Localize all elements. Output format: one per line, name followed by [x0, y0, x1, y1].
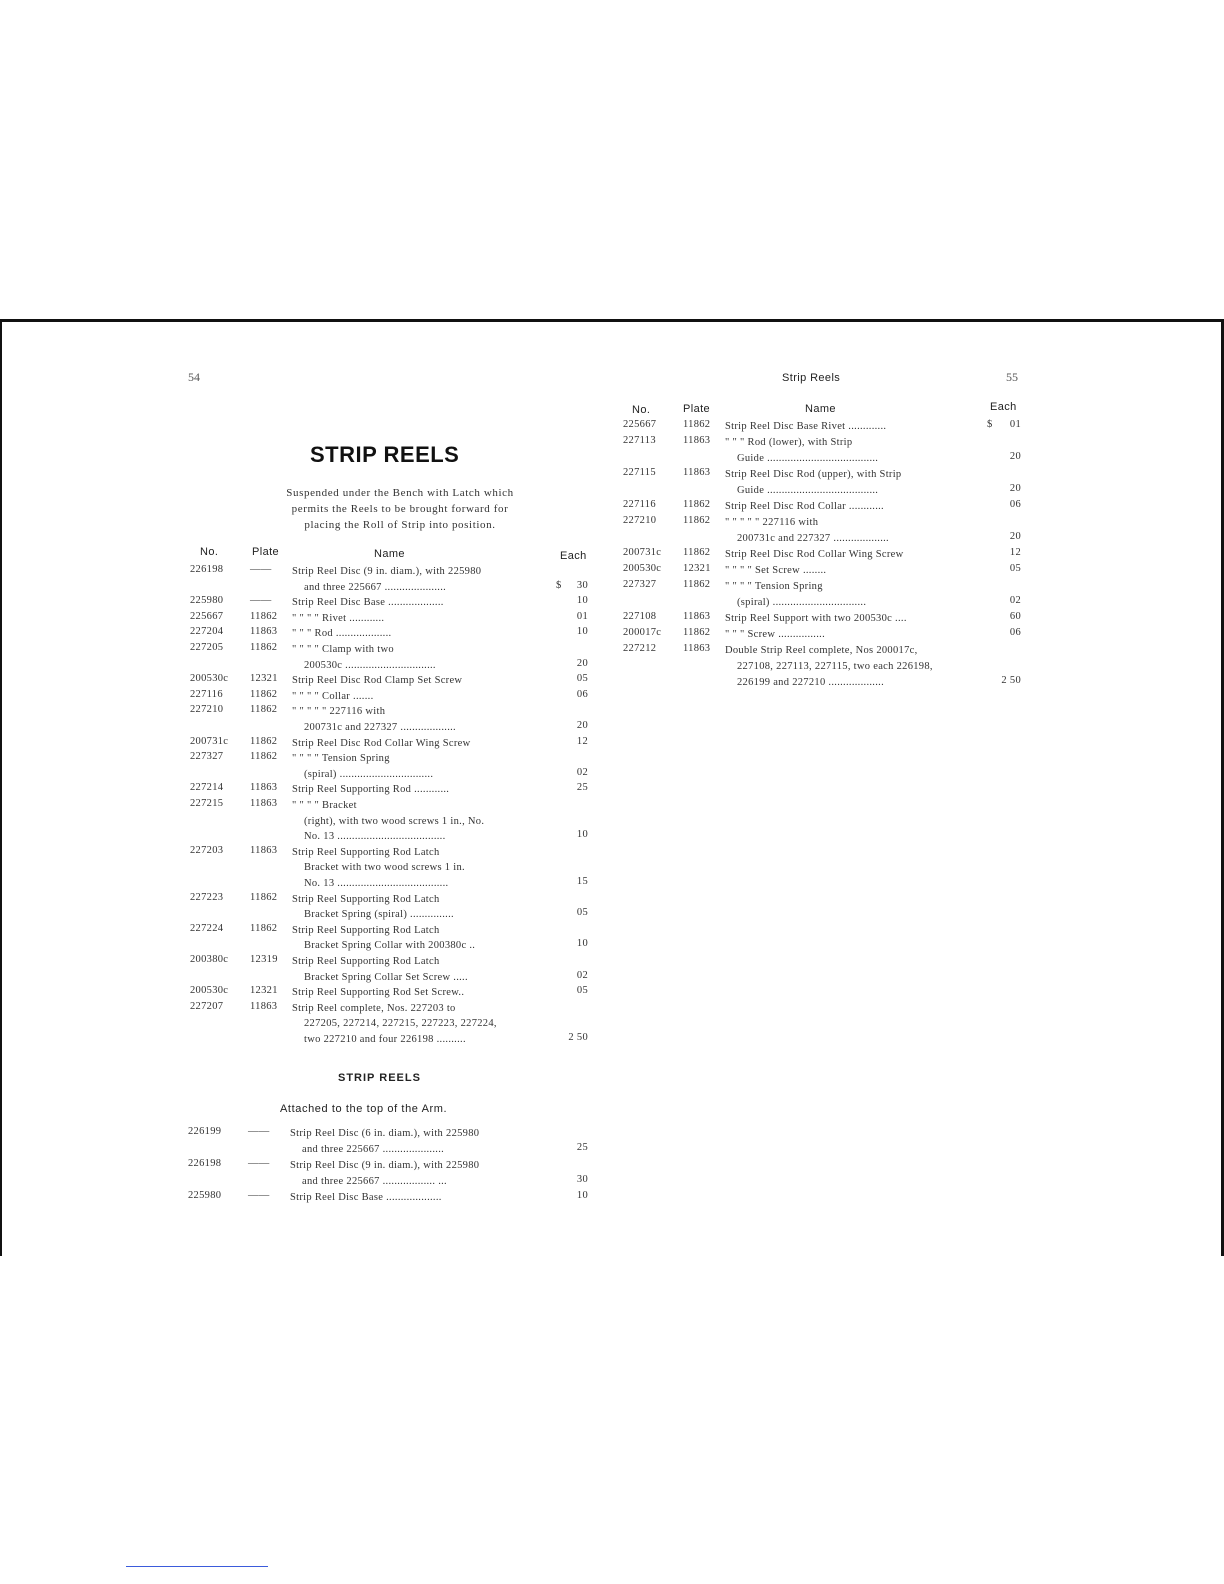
- unit-price: 2 50: [1001, 675, 1021, 686]
- unit-price: 30: [576, 579, 588, 591]
- part-number: 225667: [623, 419, 657, 430]
- description-line: " " " " Clamp with two: [292, 644, 394, 655]
- plate-number: 11863: [250, 626, 278, 638]
- page-left-border: [0, 319, 2, 1256]
- description-line: Strip Reel Supporting Rod Set Screw..: [292, 987, 465, 999]
- plate-number: 11862: [683, 515, 711, 526]
- plate-number: 11863: [683, 435, 711, 446]
- table-row: [623, 547, 1023, 563]
- description-line: 200530c ...............................: [304, 659, 436, 671]
- description-line: Strip Reel Disc Base ...................: [290, 1192, 442, 1203]
- description-line: Bracket Spring (spiral) ...............: [304, 909, 454, 921]
- table-row: [623, 467, 1023, 499]
- col-header-name: Name: [805, 403, 836, 415]
- unit-price: 60: [1009, 611, 1021, 622]
- plate-number: 11862: [250, 688, 278, 700]
- description-line: Strip Reel Disc Base Rivet .............: [725, 421, 887, 432]
- part-number: 227205: [190, 642, 224, 653]
- unit-price: 10: [576, 829, 588, 841]
- part-description: [292, 798, 548, 845]
- table-row: [190, 626, 590, 642]
- description-line: (spiral) ................................: [737, 597, 867, 608]
- description-line: Strip Reel complete, Nos. 227203 to: [292, 1002, 456, 1014]
- part-number: 200380c: [190, 954, 229, 965]
- table-row: [190, 1001, 590, 1048]
- part-number: 225980: [190, 595, 224, 607]
- part-description: [292, 673, 548, 689]
- plate-number: 11862: [250, 922, 278, 934]
- table-row: [188, 1126, 590, 1158]
- table-row: [190, 564, 590, 595]
- plate-number: 11863: [683, 611, 711, 622]
- plate-number: ——: [250, 564, 272, 575]
- part-description: [725, 627, 983, 643]
- description-line: " " " " Set Screw ........: [725, 565, 827, 576]
- part-description: [292, 642, 548, 673]
- table-row: [190, 736, 590, 752]
- part-number: 227214: [190, 782, 224, 794]
- part-description: [290, 1190, 546, 1206]
- part-description: [725, 643, 983, 691]
- description-line: Strip Reel Supporting Rod Latch: [292, 924, 440, 936]
- parts-table-arm: [188, 1126, 590, 1216]
- left-page-number: 54: [188, 370, 200, 384]
- part-number: 227116: [190, 688, 223, 700]
- description-line: Strip Reel Disc Rod Collar Wing Screw: [725, 549, 904, 560]
- part-description: [725, 547, 983, 563]
- part-number: 226198: [190, 564, 224, 575]
- description-line: " " " " Collar .......: [292, 690, 374, 702]
- plate-number: 12321: [250, 673, 278, 685]
- part-description: [292, 704, 548, 735]
- description-line: Strip Reel Disc Rod Collar ............: [725, 501, 884, 512]
- plate-number: ——: [248, 1158, 270, 1169]
- table-row: [623, 563, 1023, 579]
- intro-line: permits the Reels to be brought forward for: [291, 503, 509, 515]
- part-number: 227204: [190, 626, 224, 638]
- unit-price: 15: [576, 875, 588, 887]
- plate-number: 11862: [683, 579, 711, 590]
- part-number: 227210: [623, 515, 657, 526]
- unit-price: 05: [576, 907, 588, 919]
- plate-number: 11863: [683, 467, 711, 478]
- table-row: [623, 579, 1023, 611]
- description-line: " " " " Rivet ............: [292, 612, 385, 624]
- unit-price: 05: [576, 985, 588, 997]
- description-line: " " " Screw ................: [725, 629, 825, 640]
- plate-number: 11862: [250, 642, 278, 653]
- description-line: " " " Rod (lower), with Strip: [725, 437, 853, 448]
- intro-paragraph: [240, 485, 560, 533]
- description-line: " " " " Tension Spring: [292, 753, 390, 765]
- unit-price: 01: [576, 610, 588, 622]
- table-row: [190, 751, 590, 782]
- part-description: [292, 736, 548, 752]
- part-number: 227116: [623, 499, 656, 510]
- part-number: 227215: [190, 798, 224, 809]
- description-line: Strip Reel Disc Rod (upper), with Strip: [725, 469, 902, 480]
- part-description: [292, 611, 548, 627]
- part-number: 227207: [190, 1000, 224, 1012]
- part-number: 200530c: [190, 673, 229, 685]
- part-number: 226199: [188, 1126, 222, 1137]
- part-description: [292, 892, 548, 923]
- part-description: [725, 467, 983, 499]
- table-row: [190, 798, 590, 845]
- part-description: [292, 845, 548, 892]
- table-row: [623, 419, 1023, 435]
- table-row: [190, 689, 590, 705]
- description-line: Strip Reel Support with two 200530c ....: [725, 613, 907, 624]
- unit-price: 10: [576, 1190, 588, 1201]
- part-description: [292, 564, 548, 595]
- part-number: 226198: [188, 1158, 222, 1169]
- part-description: [725, 499, 983, 515]
- part-description: [292, 985, 548, 1001]
- unit-price: 06: [576, 688, 588, 700]
- page-top-border: [0, 319, 1224, 322]
- unit-price: 12: [1009, 547, 1021, 558]
- part-number: 227203: [190, 844, 224, 856]
- unit-price: 02: [576, 766, 588, 778]
- part-number: 227327: [190, 751, 224, 763]
- unit-price: 20: [1009, 451, 1021, 462]
- part-description: [725, 419, 983, 435]
- unit-price: 25: [576, 782, 588, 794]
- part-description: [290, 1158, 546, 1190]
- col-header-each: Each: [560, 550, 587, 562]
- col-header-plate: Plate: [252, 546, 280, 558]
- description-line: No. 13 .....................................: [304, 831, 446, 843]
- plate-number: 11862: [683, 419, 711, 430]
- part-number: 227224: [190, 922, 224, 934]
- part-number: 227212: [623, 643, 657, 654]
- page-title: STRIP REELS: [310, 442, 460, 467]
- description-line: " " " " " 227116 with: [725, 517, 819, 528]
- part-description: [292, 689, 548, 705]
- section-subtitle: Attached to the top of the Arm.: [280, 1103, 448, 1115]
- part-description: [725, 611, 983, 627]
- description-line: 227108, 227113, 227115, two each 226198,: [737, 661, 933, 672]
- unit-price: 06: [1009, 627, 1021, 638]
- plate-number: ——: [248, 1190, 270, 1201]
- unit-price: 2 50: [568, 1031, 588, 1043]
- table-row: [190, 611, 590, 627]
- unit-price: 05: [1009, 563, 1021, 574]
- plate-number: 11863: [250, 782, 278, 794]
- unit-price: 06: [1009, 499, 1021, 510]
- table-row: [190, 642, 590, 673]
- plate-number: 12321: [683, 563, 711, 574]
- plate-number: 11863: [683, 643, 711, 654]
- plate-number: 11863: [250, 1000, 278, 1012]
- description-line: (spiral) ................................: [304, 768, 434, 780]
- dollar-sign: $: [556, 579, 562, 591]
- description-line: 226199 and 227210 ...................: [737, 677, 885, 688]
- unit-price: 02: [576, 969, 588, 981]
- description-line: Strip Reel Supporting Rod Latch: [292, 956, 440, 967]
- part-number: 200017c: [623, 627, 662, 638]
- description-line: " " " " Bracket: [292, 800, 357, 811]
- description-line: " " " " Tension Spring: [725, 581, 823, 592]
- table-row: [190, 892, 590, 923]
- description-line: Bracket Spring Collar Set Screw .....: [304, 971, 468, 983]
- table-row: [623, 499, 1023, 515]
- description-line: Strip Reel Disc Rod Collar Wing Screw: [292, 737, 471, 749]
- col-header-no: No.: [200, 546, 219, 558]
- part-description: [290, 1126, 546, 1158]
- section-title: STRIP REELS: [338, 1072, 421, 1084]
- col-header-name: Name: [374, 548, 405, 560]
- part-number: 227113: [623, 435, 656, 446]
- plate-number: 12319: [250, 954, 278, 965]
- part-description: [725, 435, 983, 467]
- unit-price: 10: [576, 626, 588, 638]
- unit-price: 25: [576, 1142, 588, 1153]
- unit-price: 30: [576, 1174, 588, 1185]
- part-number: 225980: [188, 1190, 222, 1201]
- table-row: [190, 985, 590, 1001]
- description-line: 200731c and 227327 ...................: [737, 533, 889, 544]
- plate-number: 11862: [250, 891, 278, 903]
- description-line: and three 225667 .................. ...: [302, 1176, 447, 1187]
- table-row: [190, 923, 590, 954]
- description-line: Guide ......................................: [737, 453, 879, 464]
- part-description: [292, 1001, 548, 1048]
- description-line: No. 13 ......................................: [304, 877, 449, 889]
- plate-number: ——: [248, 1126, 270, 1137]
- plate-number: 11862: [250, 735, 278, 747]
- table-row: [190, 845, 590, 892]
- description-line: Double Strip Reel complete, Nos 200017c,: [725, 645, 918, 656]
- part-number: 227223: [190, 891, 224, 903]
- plate-number: 11863: [250, 798, 278, 809]
- table-row: [190, 704, 590, 735]
- table-row: [623, 515, 1023, 547]
- plate-number: 11862: [683, 499, 711, 510]
- unit-price: 01: [1009, 419, 1021, 430]
- part-number: 227108: [623, 611, 657, 622]
- table-row: [190, 673, 590, 689]
- description-line: " " " " " 227116 with: [292, 706, 386, 718]
- parts-table-bench: [190, 564, 590, 1064]
- part-number: 227210: [190, 704, 224, 716]
- plate-number: 11862: [250, 610, 278, 622]
- parts-table-right: [623, 419, 1023, 699]
- plate-number: 11862: [250, 704, 278, 716]
- unit-price: 20: [1009, 531, 1021, 542]
- part-number: 200530c: [190, 985, 229, 997]
- unit-price: 10: [576, 938, 588, 950]
- table-row: [623, 643, 1023, 691]
- description-line: Bracket with two wood screws 1 in.: [304, 862, 465, 874]
- part-description: [292, 954, 548, 985]
- unit-price: 20: [576, 719, 588, 731]
- description-line: Strip Reel Disc Rod Clamp Set Screw: [292, 675, 463, 687]
- part-description: [725, 563, 983, 579]
- plate-number: ——: [250, 595, 272, 607]
- part-number: 200731c: [623, 547, 662, 558]
- part-description: [292, 923, 548, 954]
- part-number: 200530c: [623, 563, 662, 574]
- part-description: [725, 515, 983, 547]
- footer-link-underline: [126, 1566, 268, 1567]
- description-line: Strip Reel Disc Base ...................: [292, 597, 444, 609]
- description-line: Bracket Spring Collar with 200380c ..: [304, 940, 476, 952]
- table-row: [190, 595, 590, 611]
- description-line: 227205, 227214, 227215, 227223, 227224,: [304, 1018, 497, 1030]
- unit-price: 05: [576, 673, 588, 685]
- col-header-no: No.: [632, 404, 651, 416]
- description-line: " " " Rod ...................: [292, 628, 392, 640]
- description-line: Strip Reel Disc (6 in. diam.), with 225980: [290, 1128, 480, 1139]
- right-page-number: 55: [1006, 370, 1018, 384]
- part-description: [292, 595, 548, 611]
- intro-line: placing the Roll of Strip into position.: [304, 519, 496, 531]
- running-head: Strip Reels: [782, 372, 841, 384]
- part-number: 227327: [623, 579, 657, 590]
- part-number: 225667: [190, 610, 224, 622]
- unit-price: 02: [1009, 595, 1021, 606]
- description-line: 200731c and 227327 ...................: [304, 721, 456, 733]
- description-line: Strip Reel Disc (9 in. diam.), with 225980: [290, 1160, 480, 1171]
- table-row: [190, 954, 590, 985]
- intro-line: Suspended under the Bench with Latch which: [286, 487, 514, 499]
- plate-number: 11863: [250, 844, 278, 856]
- part-description: [292, 782, 548, 798]
- unit-price: 20: [1009, 483, 1021, 494]
- plate-number: 12321: [250, 985, 278, 997]
- description-line: and three 225667 .....................: [304, 581, 447, 593]
- part-description: [292, 626, 548, 642]
- part-number: 200731c: [190, 735, 229, 747]
- unit-price: 10: [576, 595, 588, 607]
- part-description: [292, 751, 548, 782]
- unit-price: 12: [576, 735, 588, 747]
- table-row: [623, 627, 1023, 643]
- plate-number: 11862: [683, 547, 711, 558]
- description-line: Strip Reel Supporting Rod Latch: [292, 893, 440, 905]
- table-row: [623, 435, 1023, 467]
- table-row: [190, 782, 590, 798]
- table-row: [188, 1158, 590, 1190]
- col-header-each: Each: [990, 401, 1017, 413]
- unit-price: 20: [576, 657, 588, 669]
- table-row: [623, 611, 1023, 627]
- description-line: Strip Reel Supporting Rod Latch: [292, 846, 440, 858]
- part-description: [725, 579, 983, 611]
- table-row: [188, 1190, 590, 1206]
- col-header-plate: Plate: [683, 403, 711, 415]
- description-line: two 227210 and four 226198 ..........: [304, 1033, 466, 1045]
- description-line: (right), with two wood screws 1 in., No.: [304, 815, 485, 827]
- description-line: Strip Reel Supporting Rod ............: [292, 784, 450, 796]
- plate-number: 11862: [250, 751, 278, 763]
- dollar-sign: $: [987, 419, 993, 430]
- plate-number: 11862: [683, 627, 711, 638]
- description-line: and three 225667 .....................: [302, 1144, 445, 1155]
- part-number: 227115: [623, 467, 656, 478]
- description-line: Guide ......................................: [737, 485, 879, 496]
- description-line: Strip Reel Disc (9 in. diam.), with 225980: [292, 566, 482, 577]
